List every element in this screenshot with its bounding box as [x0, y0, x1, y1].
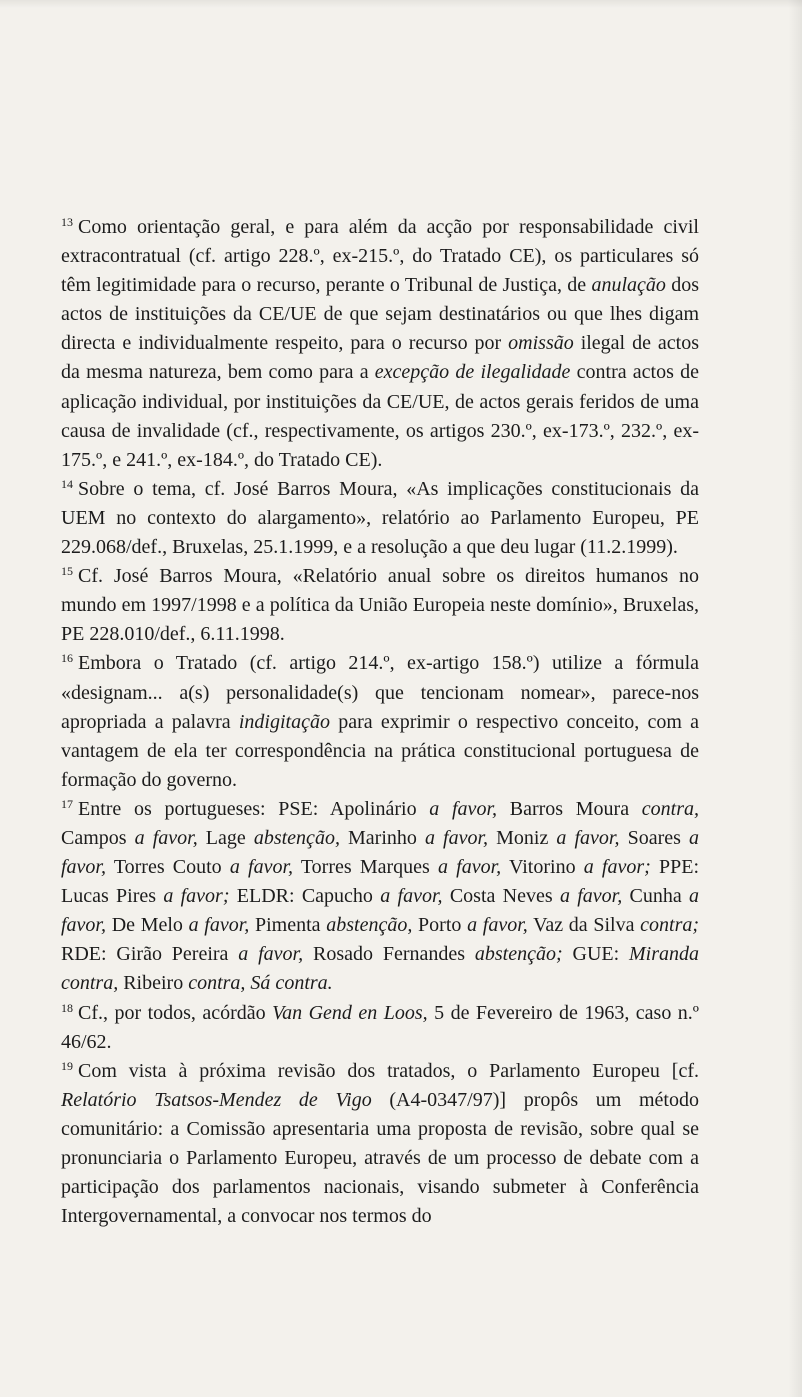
- footnote-text: ilegal de actos da mesma natureza, bem como para a: [61, 332, 699, 384]
- footnote-text: Moniz: [488, 826, 557, 849]
- italic-text: anulação: [591, 274, 666, 297]
- italic-text: a favor,: [61, 826, 699, 879]
- footnote-text: Com vista à próxima revisão dos tratados, o Parlamento Europeu [cf.: [78, 1059, 699, 1082]
- footnote-text: De Melo: [106, 914, 189, 937]
- footnote-13: [61, 213, 699, 475]
- italic-text: abstenção;: [474, 943, 563, 966]
- footnote-text: Entre os portugueses: PSE: Apolinário: [78, 797, 430, 820]
- italic-text: a favor,: [559, 885, 623, 908]
- footnote-15: [61, 562, 699, 649]
- footnote-text: Vaz da Silva: [527, 914, 641, 937]
- footnote-text: (A4-0347/97)] propôs um método comunitário: a Comissão apresentaria uma proposta de revisão, sobre qual se pronunciaria o Parlamento Europeu, através de um processo de debate com a participação dos parlamentos nacionais, visando submeter à Conferência Intergovernamental, a convocar nos termos do: [61, 1088, 699, 1228]
- italic-text: contra;: [640, 914, 700, 937]
- italic-text: a favor,: [429, 797, 498, 820]
- footnote-text: Campos: [61, 826, 135, 849]
- footnote-text: Porto: [412, 914, 468, 937]
- footnote-text: para exprimir o respectivo conceito, com a vantagem de ela ter correspondência na prática constitucional portuguesa de formação do governo.: [61, 710, 699, 791]
- footnote-text: Como orientação geral, e para além da acção por responsabilidade civil extracontratual (cf. artigo 228.º, ex-215.º, do Tratado CE), os particulares só têm legitimidade para o recurso, perante o Tribunal de Justiça, de: [61, 216, 699, 297]
- footnote-text: GUE:: [562, 943, 630, 966]
- footnote-19: [61, 1057, 699, 1232]
- footnote-text: Marinho: [339, 826, 425, 849]
- italic-text: a favor,: [424, 826, 489, 849]
- footnote-text: PPE: Lucas Pires: [61, 856, 700, 908]
- footnote-text: Vitorino: [501, 856, 584, 879]
- page-edge-shadow: [788, 0, 802, 1397]
- italic-text: a favor,: [61, 885, 700, 937]
- page-top-shadow: [0, 0, 802, 8]
- italic-text: omissão: [508, 332, 574, 355]
- footnote-16: [61, 649, 699, 794]
- footnote-text: Torres Marques: [293, 856, 438, 879]
- footnote-text: Ribeiro: [118, 972, 189, 995]
- italic-text: contra,: [641, 797, 700, 820]
- italic-text: a favor;: [583, 856, 651, 879]
- footnote-14: [61, 475, 699, 562]
- footnote-text: RDE: Girão Pereira: [61, 943, 239, 966]
- footnote-text: Sobre o tema, cf. José Barros Moura, «As implicações constitucionais da UEM no contexto do alargamento», relatório ao Parlamento Europeu, PE 229.068/def., Bruxelas, 25.1.1999, e a resolução a que deu lugar (11.2.1999).: [61, 477, 699, 559]
- footnote-text: Barros Moura: [497, 797, 642, 820]
- footnote-text: Rosado Fernandes: [303, 943, 475, 966]
- footnotes-section: [61, 213, 699, 1231]
- footnote-18: [61, 999, 699, 1057]
- italic-text: abstenção,: [253, 826, 340, 849]
- footnote-text: Cf., por todos, acórdão: [78, 1001, 273, 1024]
- footnote-text: Soares: [619, 826, 689, 849]
- footnote-text: Embora o Tratado (cf. artigo 214.º, ex-artigo 158.º) utilize a fórmula «designam... a(s) personalidade(s) que tencionam nomear», parece-nos apropriada a palavra: [61, 652, 699, 733]
- footnote-text: contra actos de aplicação individual, por instituições da CE/UE, de actos gerais feridos de uma causa de invalidade (cf., respectivamente, os artigos 230.º, ex-173.º, 232.º, ex-175.º, e 241.º, ex-184.º, do Tratado CE).: [61, 361, 699, 471]
- italic-text: a favor,: [229, 856, 294, 879]
- italic-text: indigitação: [238, 710, 330, 733]
- italic-text: abstenção,: [326, 914, 413, 937]
- footnote-text: 5 de Fevereiro de 1963, caso n.º 46/62.: [61, 1001, 699, 1053]
- footnote-text: ELDR: Capucho: [229, 885, 381, 908]
- italic-text: a favor,: [556, 826, 620, 849]
- footnote-text: Cf. José Barros Moura, «Relatório anual sobre os direitos humanos no mundo em 1997/1998 e a política da União Europeia neste domínio», Bruxelas, PE 228.010/def., 6.11.1998.: [61, 565, 699, 646]
- footnote-text: Lage: [197, 826, 254, 849]
- footnote-number: 18: [61, 1000, 73, 1015]
- footnote-text: Pimenta: [249, 914, 327, 937]
- italic-text: a favor,: [238, 943, 304, 966]
- footnote-text: dos actos de instituições da CE/UE de que sejam destinatários ou que lhes digam directa e individualmente respeito, para o recurso por: [61, 274, 699, 355]
- footnote-number: 14: [61, 476, 73, 491]
- italic-text: a favor;: [163, 885, 230, 908]
- footnote-number: 13: [61, 215, 73, 229]
- italic-text: Relatório Tsatsos-Mendez de Vigo: [61, 1088, 372, 1111]
- italic-text: excepção de ilegalidade: [374, 361, 571, 384]
- italic-text: Miranda contra,: [61, 943, 700, 995]
- footnote-number: 16: [61, 651, 73, 666]
- italic-text: a favor,: [380, 885, 443, 908]
- italic-text: a favor,: [188, 914, 250, 937]
- italic-text: Van Gend en Loos,: [272, 1001, 428, 1024]
- italic-text: contra, Sá contra.: [188, 972, 333, 995]
- italic-text: a favor,: [134, 826, 198, 849]
- footnote-text: Torres Couto: [106, 856, 230, 879]
- footnote-text: Cunha: [622, 885, 690, 908]
- footnote-number: 15: [61, 564, 73, 579]
- italic-text: a favor,: [438, 856, 502, 879]
- footnote-number: 19: [61, 1058, 73, 1073]
- footnote-17: [61, 795, 699, 999]
- footnote-text: Costa Neves: [442, 885, 560, 908]
- footnote-number: 17: [61, 796, 73, 811]
- italic-text: a favor,: [467, 914, 528, 937]
